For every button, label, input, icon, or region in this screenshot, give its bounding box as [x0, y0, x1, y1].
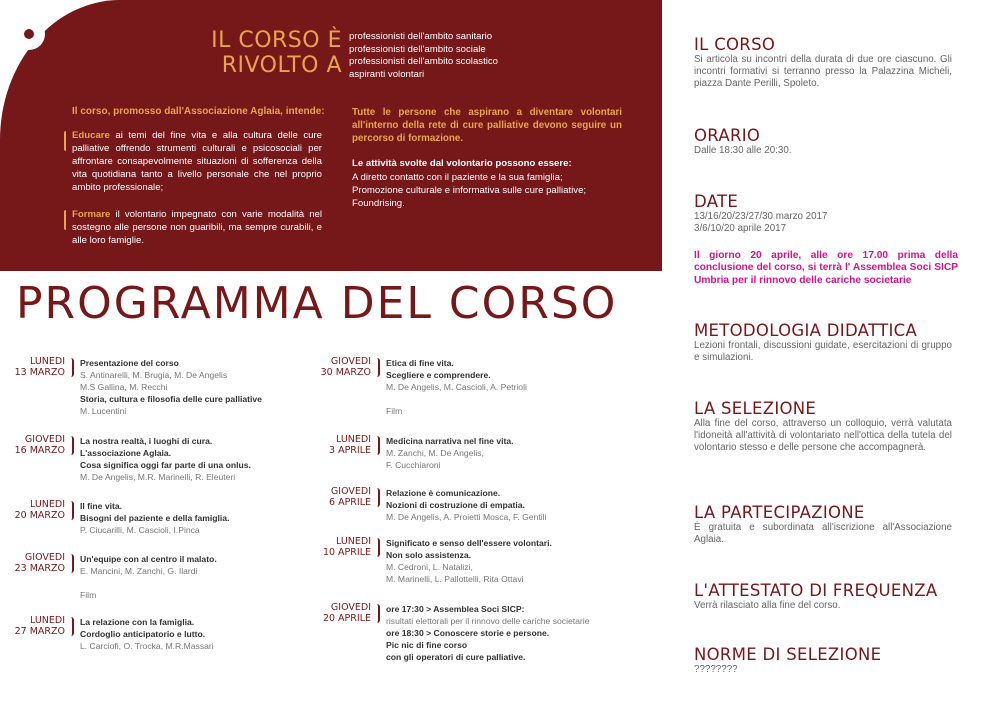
- session-day-month: 3 APRILE: [329, 444, 371, 456]
- session-topic: Il fine vita.: [80, 501, 123, 511]
- session-weekday: GIOVEDI: [24, 434, 65, 445]
- session-date: [316, 357, 371, 378]
- session-topic: ore 18:30 > Conoscere storie e persone.: [386, 628, 550, 638]
- aim-keyword: Educare: [72, 130, 110, 141]
- activities-heading: Le attività svolte dal volontario possono essere:: [352, 158, 572, 169]
- aim-bracket: [64, 210, 67, 230]
- section-selezione: [694, 400, 952, 453]
- session-day-month: 20 APRILE: [322, 612, 371, 624]
- aim-text: il volontario impegnato con varie modalità nel sostegno alle persone non guaribili, ma sempre curabili, e alle loro famiglie.: [72, 209, 322, 246]
- session-topic: Cordoglio anticipatorio e lutto.: [80, 629, 206, 639]
- section-title: IL CORSO: [694, 35, 776, 54]
- section-title: LA PARTECIPAZIONE: [694, 503, 865, 522]
- section-title: METODOLOGIA DIDATTICA: [694, 321, 918, 340]
- session-day-month: 20 MARZO: [14, 509, 65, 521]
- hero-title-line1: IL CORSO È: [211, 28, 342, 53]
- intro-heading: Il corso, promosso dall'Associazione Aglaia, intende:: [72, 106, 325, 117]
- section-attestato: [694, 582, 952, 612]
- session-day-month: 30 MARZO: [320, 366, 371, 378]
- session-speakers: F. Cucchiaroni: [386, 460, 441, 470]
- session-day-month: 13 MARZO: [14, 366, 65, 378]
- date-bracket: [70, 501, 74, 520]
- section-text: ????????: [694, 664, 738, 675]
- activity-item: Foundrising.: [352, 198, 405, 209]
- session-weekday: LUNEDI: [30, 615, 65, 626]
- date-bracket: [70, 554, 74, 573]
- session-lines: [386, 603, 656, 663]
- session-weekday: LUNEDI: [30, 499, 65, 510]
- session-weekday: GIOVEDI: [330, 486, 371, 497]
- session-topic: L'associazione Aglaia.: [80, 448, 172, 458]
- program-title: PROGRAMMA DEL CORSO: [16, 278, 618, 329]
- audience-item: aspiranti volontari: [349, 68, 425, 80]
- session-speakers: M. De Angelis, M. Cascioli, A. Petrioli: [386, 382, 527, 392]
- section-text: 3/6/10/20 aprile 2017: [694, 222, 787, 234]
- session-speakers: M. Zanchi, M. De Angelis,: [386, 448, 484, 458]
- session-weekday: GIOVEDI: [330, 356, 371, 367]
- section-text: Verrà rilasciato alla fine del corso.: [694, 600, 841, 611]
- session-topic: Storia, cultura e filosofia delle cure palliative: [80, 394, 262, 404]
- session-date: [10, 435, 65, 456]
- date-bracket: [70, 617, 74, 636]
- session-topic: La relazione con la famiglia.: [80, 617, 195, 627]
- session-day-month: 27 MARZO: [14, 625, 65, 637]
- session-topic: ore 17:30 > Assemblea Soci SICP:: [386, 604, 525, 614]
- audience-item: professionisti dell'ambito scolastico: [349, 56, 499, 68]
- section-title: LA SELEZIONE: [694, 399, 817, 418]
- section-norme: [694, 646, 952, 676]
- section-date: [694, 193, 952, 235]
- date-bracket: [376, 488, 380, 507]
- date-bracket: [376, 538, 380, 557]
- session-topic: Bisogni del paziente e della famiglia.: [80, 513, 230, 523]
- section-title: NORME DI SELEZIONE: [694, 645, 882, 664]
- session-weekday: LUNEDI: [30, 356, 65, 367]
- activity-item: A diretto contatto con il paziente e la sua famiglia;: [352, 172, 563, 183]
- assembly-alert: Il giorno 20 aprile, alle ore 17.00 prima della conclusione del corso, si terrà l' Assemblea Soci SICP Umbria per il rinnovo delle cariche societarie: [694, 250, 958, 286]
- session-speakers: M. Cedroni, L. Natalizi,: [386, 562, 473, 572]
- session-speakers: M. Marinelli, L. Pallottelli, Rita Ottavi: [386, 574, 524, 584]
- section-text: Lezioni frontali, discussioni guidate, esercitazioni di gruppo e simulazioni.: [694, 340, 952, 363]
- aim-bracket: [64, 131, 67, 151]
- session-topic: Non solo assistenza.: [386, 550, 472, 560]
- date-bracket: [70, 358, 74, 377]
- session-lines: [386, 487, 656, 523]
- aim-text: ai temi del fine vita e alla cultura delle cure palliative offrendo strumenti culturali e psicosociali per affrontare consapevolmente situazioni di sofferenza della vita quotidiana tanto a livello personale che nel proprio ambito professionale;: [72, 130, 322, 193]
- section-text: Alla fine del corso, attraverso un colloquio, verrà valutata l'idoneità all'attività di volontariato nell'ottica della tutela del volontario stesso e delle persone che accompagnerà.: [694, 418, 952, 453]
- session-lines: [386, 537, 656, 585]
- section-text: È gratuita e subordinata all'iscrizione all'Associazione Aglaia.: [694, 522, 952, 545]
- session-topic: Etica di fine vita.: [386, 358, 454, 368]
- hero-title-line2: RIVOLTO A: [221, 53, 342, 78]
- aim-educare: [72, 129, 322, 194]
- volunteer-heading: Tutte le persone che aspirano a diventare volontari all'interno della rete di cure palliative devono seguire un percorso di formazione.: [352, 107, 622, 144]
- session-topic: Significato e senso dell'essere volontari.: [386, 538, 552, 548]
- session-lines: [80, 357, 350, 417]
- section-orario: [694, 127, 952, 157]
- section-title: L'ATTESTATO DI FREQUENZA: [694, 581, 938, 600]
- session-weekday: GIOVEDI: [330, 602, 371, 613]
- session-speakers: E. Mancini, M. Zanchi, G. Ilardi: [80, 566, 198, 576]
- session-day-month: 10 APRILE: [322, 546, 371, 558]
- session-date: [316, 435, 371, 456]
- session-topic: Un'equipe con al centro il malato.: [80, 554, 217, 564]
- section-title: DATE: [694, 192, 739, 211]
- audience-item: professionisti dell'ambito sanitario: [349, 31, 493, 42]
- session-speakers: risultati elettorali per il rinnovo delle cariche societarie: [386, 616, 590, 626]
- session-speakers: [80, 577, 350, 589]
- session-topic: La nostra realtà, i luoghi di cura.: [80, 436, 213, 446]
- session-date: [10, 500, 65, 521]
- audience-list: [349, 31, 498, 81]
- session-weekday: LUNEDI: [336, 434, 371, 445]
- session-weekday: GIOVEDI: [24, 552, 65, 563]
- session-lines: [80, 553, 350, 601]
- session-day-month: 6 APRILE: [329, 496, 371, 508]
- date-bracket: [70, 436, 74, 455]
- hero-title: [196, 28, 342, 78]
- session-lines: [80, 435, 350, 483]
- session-lines: [80, 500, 350, 536]
- circle-logo-icon: [13, 18, 45, 50]
- section-text: Si articola su incontri della durata di due ore ciascuno. Gli incontri formativi si terranno presso la Palazzina Micheli, piazza Dante Perilli, Spoleto.: [694, 54, 952, 89]
- session-date: [316, 603, 371, 624]
- session-topic: Pic nic di fine corso: [386, 640, 468, 650]
- activities-list: [352, 171, 586, 210]
- session-lines: [386, 435, 656, 471]
- session-date: [316, 537, 371, 558]
- section-text: 13/16/20/23/27/30 marzo 2017: [694, 211, 828, 222]
- session-speakers: M. De Angelis, M.R. Marinelli, R. Eleuteri: [80, 472, 236, 482]
- session-speakers: M. Lucentini: [80, 406, 127, 416]
- date-bracket: [376, 604, 380, 623]
- session-date: [10, 357, 65, 378]
- section-metodologia: [694, 322, 952, 364]
- aim-keyword: Formare: [72, 209, 111, 220]
- session-topic: Cosa significa oggi far parte di una onlus.: [80, 460, 251, 470]
- audience-item: professionisti dell'ambito sociale: [349, 43, 486, 55]
- section-text: Dalle 18:30 alle 20:30.: [694, 145, 792, 156]
- session-speakers: Film: [80, 590, 97, 600]
- session-topic: Presentazione del corso: [80, 358, 179, 368]
- session-speakers: Film: [386, 406, 403, 416]
- session-speakers: P. Ciucarilli, M. Cascioli, I.Pinca: [80, 525, 200, 535]
- session-topic: Scegliere e comprendere.: [386, 370, 491, 380]
- session-topic: Nozioni di costruzione di empatia.: [386, 500, 525, 510]
- header-panel: [0, 0, 662, 271]
- session-day-month: 23 MARZO: [14, 562, 65, 574]
- session-lines: [80, 616, 350, 652]
- session-topic: con gli operatori di cure palliative.: [386, 652, 526, 662]
- section-partecipazione: [694, 504, 952, 546]
- session-weekday: LUNEDI: [336, 536, 371, 547]
- session-date: [316, 487, 371, 508]
- session-speakers: S. Antinarelli, M. Brugia, M. De Angelis: [80, 370, 228, 380]
- session-day-month: 16 MARZO: [14, 444, 65, 456]
- session-speakers: L. Carciofi, O. Trocka, M.R.Massari: [80, 641, 214, 651]
- session-speakers: M.S Gallina, M. Recchi: [80, 382, 168, 392]
- session-topic: Medicina narrativa nel fine vita.: [386, 436, 514, 446]
- session-topic: Relazione è comunicazione.: [386, 488, 501, 498]
- session-speakers: [386, 393, 656, 405]
- aim-formare: [72, 208, 322, 247]
- section-corso: [694, 36, 952, 89]
- session-lines: [386, 357, 656, 417]
- session-speakers: M. De Angelis, A. Proietti Mosca, F. Gentili: [386, 512, 547, 522]
- date-bracket: [376, 436, 380, 455]
- date-bracket: [376, 358, 380, 377]
- activity-item: Promozione culturale e informativa sulle cure palliative;: [352, 185, 587, 196]
- section-title: ORARIO: [694, 126, 761, 145]
- session-date: [10, 553, 65, 574]
- session-date: [10, 616, 65, 637]
